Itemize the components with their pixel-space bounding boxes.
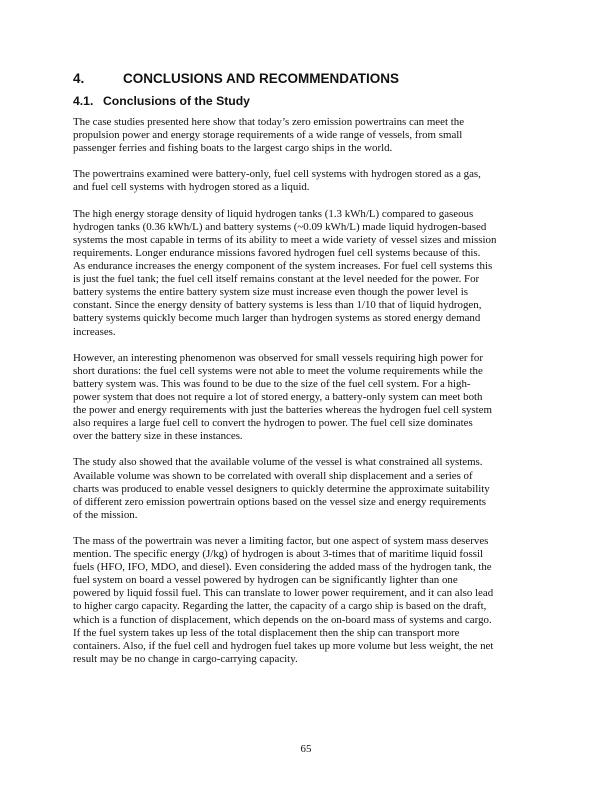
paragraph-2: The powertrains examined were battery-only, fuel cell systems with hydrogen stored as a gas, and fuel cell systems with hydrogen stored as a liquid. — [73, 168, 481, 194]
paragraph-5: The study also showed that the available volume of the vessel is what constrained all systems. Available volume was shown to be correlated with overall ship displacement and a series of charts was produced to enable vessel designers to quickly determine the approximate suitability of different zero emission powertrain options based on the vessel size and energy requirements of the mission. — [73, 456, 490, 521]
paragraph-1: The case studies presented here show that today’s zero emission powertrains can meet the propulsion power and energy storage requirements of a wide range of vessels, from small passenger ferries and fishing boats to the largest cargo ships in the world. — [73, 116, 465, 155]
paragraph-4: However, an interesting phenomenon was observed for small vessels requiring high power for short durations: the fuel cell systems were not able to meet the volume requirements while the battery system was. This was found to be due to the size of the fuel cell system. For a high- power system that does not require a lot of stored energy, a battery-only system can meet both the power and energy requirements with just the batteries whereas the hydrogen fuel cell system also requires a large fuel cell to convert the hydrogen to power. The fuel cell size dominates over the battery size in these instances. — [73, 351, 492, 443]
section-heading — [73, 71, 399, 86]
body-text — [73, 116, 543, 679]
subsection-number: 4.1. — [73, 94, 94, 108]
paragraph-3: The high energy storage density of liquid hydrogen tanks (1.3 kWh/L) compared to gaseous hydrogen tanks (0.36 kWh/L) and battery systems (~0.09 kWh/L) made liquid hydrogen-based systems the most capable in terms of its ability to meet a wide variety of vessel sizes and mission requirements. Longer endurance missions favored hydrogen fuel cell systems because of this. As endurance increases the energy component of the system increases. For fuel cell systems this is just the fuel tank; the fuel cell itself remains constant at the level needed for the power. For battery systems the entire battery system size must increase even though the power level is constant. Since the energy density of battery systems is less than 1/10 that of liquid hydrogen, battery systems quickly become much larger than hydrogen systems as stored energy demand increases. — [73, 207, 497, 338]
subsection-title: Conclusions of the Study — [103, 94, 250, 108]
section-title: CONCLUSIONS AND RECOMMENDATIONS — [123, 71, 399, 86]
page-number: 65 — [300, 743, 312, 755]
section-number: 4. — [73, 71, 85, 86]
subsection-heading — [73, 94, 250, 108]
paragraph-6: The mass of the powertrain was never a limiting factor, but one aspect of system mass deserves mention. The specific energy (J/kg) of hydrogen is about 3-times that of maritime liquid fossil fuels (HFO, IFO, MDO, and diesel). Even considering the added mass of the hydrogen tank, the fuel system on board a vessel powered by hydrogen can be significantly lighter than one powered by liquid fossil fuel. This can translate to lower power requirement, and it can also lead to higher cargo capacity. Regarding the latter, the capacity of a cargo ship is based on the draft, which is a function of displacement, which depends on the on-board mass of systems and cargo. If the fuel system takes up less of the total displacement then the ship can transport more containers. Also, if the fuel cell and hydrogen fuel takes up more volume but less weight, the net result may be no change in cargo-carrying capacity. — [73, 535, 494, 665]
